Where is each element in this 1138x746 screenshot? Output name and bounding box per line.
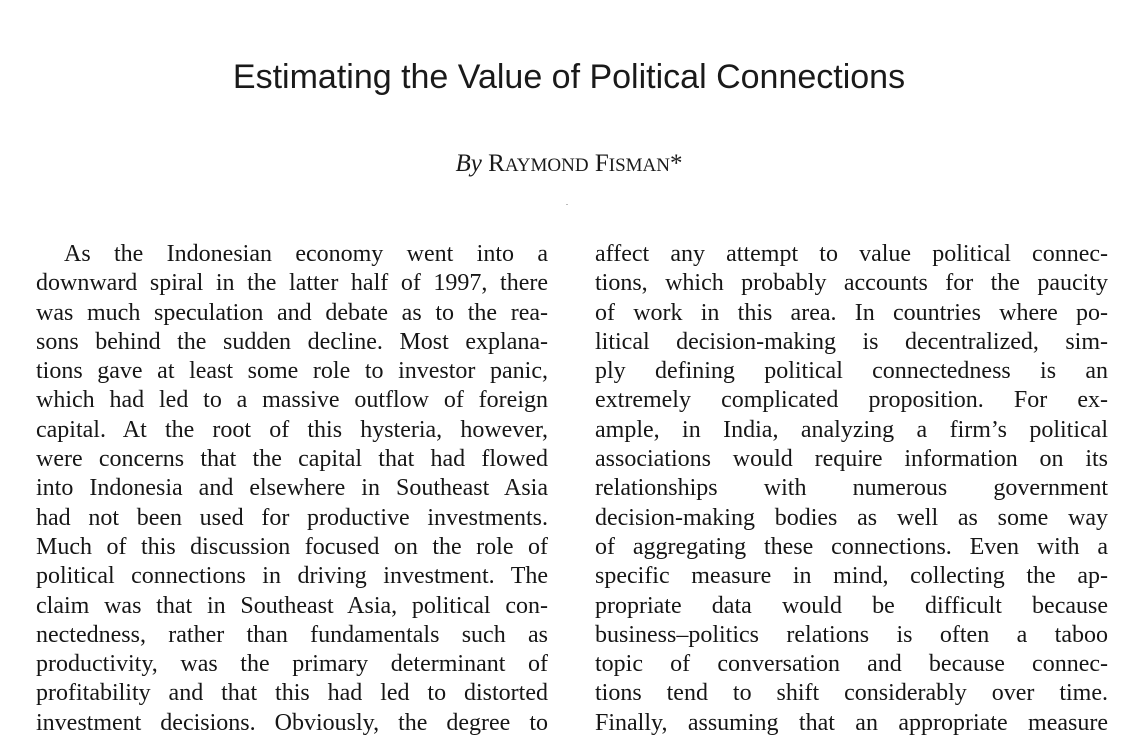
left-column-line: sons behind the sudden decline. Most explana- xyxy=(36,328,548,355)
left-column-line: capital. At the root of this hysteria, however, xyxy=(36,416,548,443)
left-column xyxy=(36,240,548,738)
left-column-line: tions gave at least some role to investor panic, xyxy=(36,358,548,385)
author-first-rest: AYMOND xyxy=(504,155,589,176)
right-column-line: Finally, assuming that an appropriate measure xyxy=(595,709,1108,736)
left-column-line: Much of this discussion focused on the role of xyxy=(36,533,548,560)
right-column-line: topic of conversation and because connec- xyxy=(595,651,1108,678)
right-column-line: relationships with numerous government xyxy=(595,475,1108,502)
author-last-rest: ISMAN xyxy=(608,155,670,176)
author-footnote-mark: * xyxy=(669,150,683,177)
author-last-initial: F xyxy=(594,150,609,177)
right-column-line: propriate data would be difficult because xyxy=(595,592,1108,619)
right-column-line: affect any attempt to value political connec- xyxy=(595,241,1108,267)
right-column-line: tions tend to shift considerably over time. xyxy=(595,680,1108,707)
right-column-line: litical decision-making is decentralized, sim- xyxy=(595,328,1108,355)
left-column-line: profitability and that this had led to distorted xyxy=(36,680,548,707)
left-column-line: As the Indonesian economy went into a xyxy=(64,241,548,267)
left-column-line: into Indonesia and elsewhere in Southeast Asia xyxy=(36,475,548,502)
right-column-line: associations would require information on its xyxy=(595,446,1108,473)
left-column-line: was much speculation and debate as to the rea- xyxy=(36,299,548,326)
paper-title: Estimating the Value of Political Connections xyxy=(232,58,906,96)
right-column-line: ample, in India, analyzing a firm’s political xyxy=(595,416,1108,443)
right-column-line: specific measure in mind, collecting the ap- xyxy=(595,563,1108,590)
right-column-line: extremely complicated proposition. For ex- xyxy=(595,387,1108,414)
right-column-line: of work in this area. In countries where po- xyxy=(595,299,1108,326)
right-column-line: of aggregating these connections. Even with a xyxy=(595,533,1108,560)
left-column-line: political connections in driving investment. The xyxy=(36,563,548,590)
left-column-line: investment decisions. Obviously, the degree to xyxy=(36,709,548,736)
left-column-line: were concerns that the capital that had flowed xyxy=(36,446,548,473)
left-column-line: nectedness, rather than fundamentals such as xyxy=(36,621,548,648)
left-column-line: which had led to a massive outflow of foreign xyxy=(36,387,548,414)
author-first-initial: R xyxy=(488,150,505,177)
left-column-line: downward spiral in the latter half of 1997, there xyxy=(36,270,548,297)
right-column-line: ply defining political connectedness is an xyxy=(595,358,1108,385)
byline-by: By xyxy=(455,150,482,177)
left-column-line: claim was that in Southeast Asia, political con- xyxy=(36,592,548,619)
author-name xyxy=(488,150,682,177)
left-column-line: had not been used for productive investments. xyxy=(36,504,548,531)
right-column-line: decision-making bodies as well as some way xyxy=(595,504,1108,531)
right-column-line: tions, which probably accounts for the paucity xyxy=(595,270,1108,297)
byline xyxy=(0,150,1138,178)
left-column-line: productivity, was the primary determinant of xyxy=(36,651,548,678)
right-column-line: business–politics relations is often a taboo xyxy=(595,621,1108,648)
center-dot xyxy=(566,204,568,205)
right-column xyxy=(595,240,1108,738)
